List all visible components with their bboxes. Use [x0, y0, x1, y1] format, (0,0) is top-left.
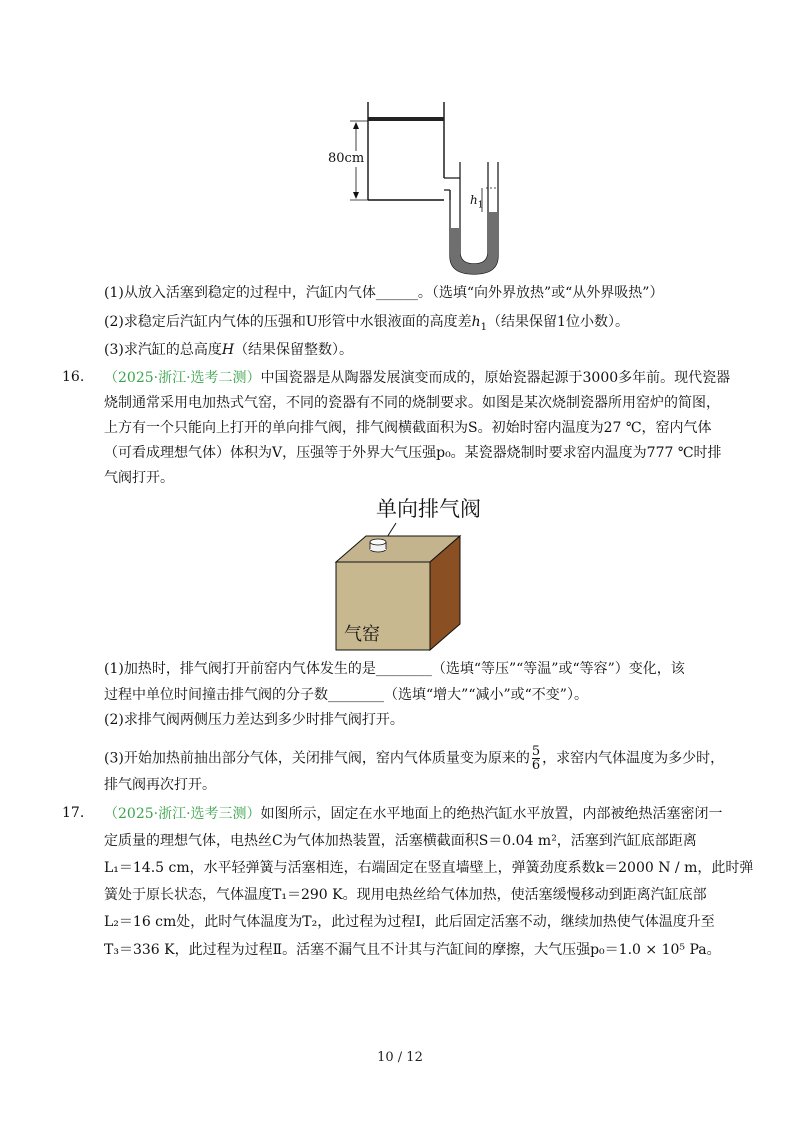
q15-part1: (1)从放入活塞到稳定的过程中，汽缸内气体______。（选填“向外界放热”或“从外界吸热”）: [104, 285, 664, 301]
q16-number: 16.: [62, 369, 85, 385]
q16-part1a: (1)加热时，排气阀打开前窑内气体发生的是________（选填“等压”“等温”或“等容”）变化，该: [104, 661, 685, 677]
kiln-label: 气窑: [344, 624, 380, 645]
page-number: 10 / 12: [377, 1050, 423, 1065]
q17-line6: T₃＝336 K，此过程为过程Ⅱ。活塞不漏气且不计其与汽缸间的摩擦，大气压强p₀＝1.0 × 10⁵ Pa。: [104, 942, 721, 958]
q16-line5: 气阀打开。: [104, 470, 174, 486]
q17-line4: 簧处于原长状态，气体温度T₁＝290 K。现用电热丝给气体加热，使活塞缓慢移动到距离汽缸底部: [104, 887, 707, 903]
q16-line4: （可看成理想气体）体积为V，压强等于外界大气压强p₀。某瓷器烧制时要求窑内温度为777 ℃时排: [104, 445, 722, 461]
q17-number: 17.: [62, 805, 85, 821]
q16-part1b: 过程中单位时间撞击排气阀的分子数________（选填“增大”“减小”或“不变”）。: [104, 687, 588, 703]
height-label-80cm: 80cm: [328, 151, 365, 166]
q16-part3: (3)开始加热前抽出部分气体，关闭排气阀，窑内气体质量变为原来的 $\frac{5}{6}$ ，求窑内气体温度为多少时，: [104, 744, 725, 773]
q15-part3: (3)求汽缸的总高度H（结果保留整数）。: [104, 342, 354, 358]
q17-line5: L₂＝16 cm处，此时气体温度为T₂，此过程为过程Ⅰ，此后固定活塞不动，继续加热使气体温度升至: [104, 914, 715, 930]
q15-part2: (2)求稳定后汽缸内气体的压强和U形管中水银液面的高度差$h_1$（结果保留1位小数）。: [104, 314, 629, 333]
q17-source-tag: （2025·浙江·选考三测）: [104, 806, 261, 822]
q17-line1: （2025·浙江·选考三测）如图所示，固定在水平地面上的绝热汽缸水平放置，内部被绝热活塞密闭一: [104, 806, 723, 822]
q16-line2: 烧制通常采用电加热式气窑，不同的瓷器有不同的烧制要求。如图是某次烧制瓷器所用窑炉的简图，: [104, 395, 720, 411]
q16-line3: 上方有一个只能向上打开的单向排气阀，排气阀横截面积为S。初始时窑内温度为27 ℃，窑内气体: [104, 420, 712, 436]
q17-line2: 定质量的理想气体，电热丝C为气体加热装置，活塞横截面积S＝0.04 m²，活塞到汽缸底部距离: [104, 833, 697, 849]
h1-label: $h_1$: [470, 193, 484, 211]
q16-source-tag: （2025·浙江·选考二测）: [104, 370, 261, 386]
cylinder-u-tube-figure: [320, 96, 520, 276]
q16-part3c: 排气阀再次打开。: [104, 777, 216, 793]
fraction-5-6: $\frac{5}{6}$: [531, 744, 541, 773]
q16-part2: (2)求排气阀两侧压力差达到多少时排气阀打开。: [104, 712, 404, 728]
q16-line1: （2025·浙江·选考二测）中国瓷器是从陶器发展演变而成的，原始瓷器起源于3000多年前。现代瓷器: [104, 370, 731, 386]
q17-line3: L₁＝14.5 cm，水平轻弹簧与活塞相连，右端固定在竖直墙壁上，弹簧劲度系数k＝2000 N / m，此时弹: [104, 860, 754, 876]
valve-label: 单向排气阀: [376, 497, 481, 521]
